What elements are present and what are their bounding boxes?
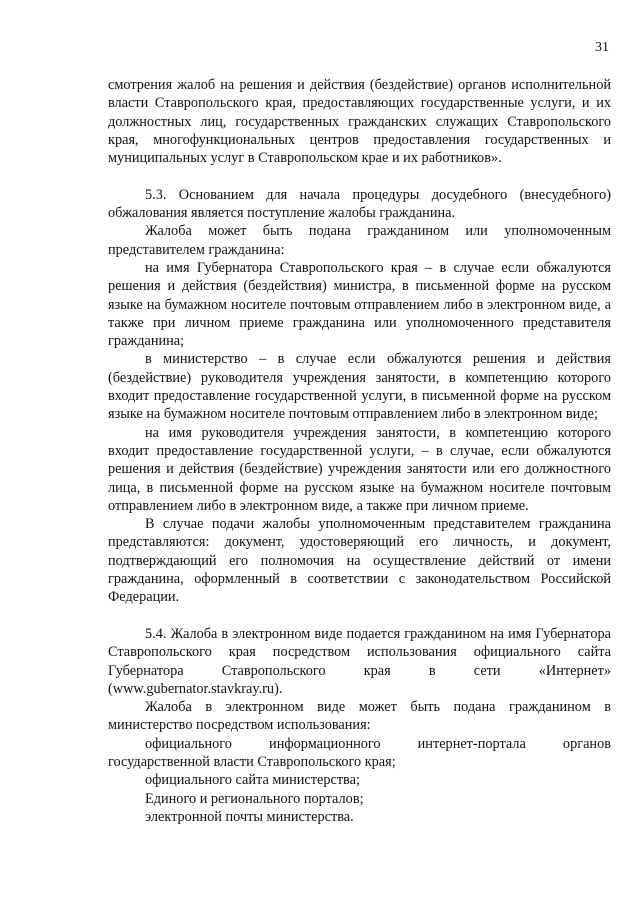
paragraph-8: 5.4. Жалоба в электронном виде подается гражданином на имя Губернатора Ставропольского края посредством использования официального сайта Губернатора Ставропольского края в сети «Интернет» (www.gubernator.stavkray.ru). [108,625,611,697]
paragraph-13: электронной почты министерства. [145,808,354,825]
document-body [108,76,611,826]
page-number: 31 [595,40,609,55]
paragraph-3: Жалоба может быть подана гражданином или уполномоченным представителем гражданина: [108,223,611,258]
paragraph-6: на имя руководителя учреждения занятости, в компетенцию которого входит предоставление государственной услуги, – в случае, если обжалуются решения и действия (бездействие) учреждения занятости или его должностного лица, в письменной форме на русском языке на бумажном носителе почтовым отправлением либо в электронном виде, а также при личном приеме. [108,424,611,514]
paragraph-9: Жалоба в электронном виде может быть подана гражданином в министерство посредством использования: [108,699,611,734]
paragraph-7: В случае подачи жалобы уполномоченным представителем гражданина представляются: документ, удостоверяющий его личность, и документ, подтверждающий его полномочия на осуществление действий от имени гражданина, оформленный в соответствии с законодательством Российской Федерации. [108,516,611,606]
paragraph-1: смотрения жалоб на решения и действия (бездействие) органов исполнительной власти Ставропольского края, предоставляющих государственные услуги, и их должностных лиц, государственных гражданских служащих Ставропольского края, многофункциональных центров предоставления государственных и муниципальных услуг в Ставропольском крае и их работников». [108,77,611,167]
paragraph-11: официального сайта министерства; [145,772,360,789]
paragraph-2: 5.3. Основанием для начала процедуры досудебного (внесудебного) обжалования является поступление жалобы гражданина. [108,186,611,222]
paragraph-5: в министерство – в случае если обжалуются решения и действия (бездействие) руководителя учреждения занятости, в компетенцию которого входит предоставление государственной услуги, в письменной форме на русском языке на бумажном носителе почтовым отправлением либо в электронном виде; [108,351,611,423]
paragraph-12: Единого и регионального порталов; [145,790,364,807]
paragraph-gap [108,607,611,625]
paragraph-4: на имя Губернатора Ставропольского края – в случае если обжалуются решения и действия (бездействия) министра, в письменной форме на русском языке на бумажном носителе почтовым отправлением либо в электронном виде, а также при личном приеме гражданина или уполномоченного представителя гражданина; [108,259,611,350]
paragraph-10: официального информационного интернет-портала органов государственной власти Ставропольского края; [108,735,611,770]
paragraph-gap [108,167,611,185]
